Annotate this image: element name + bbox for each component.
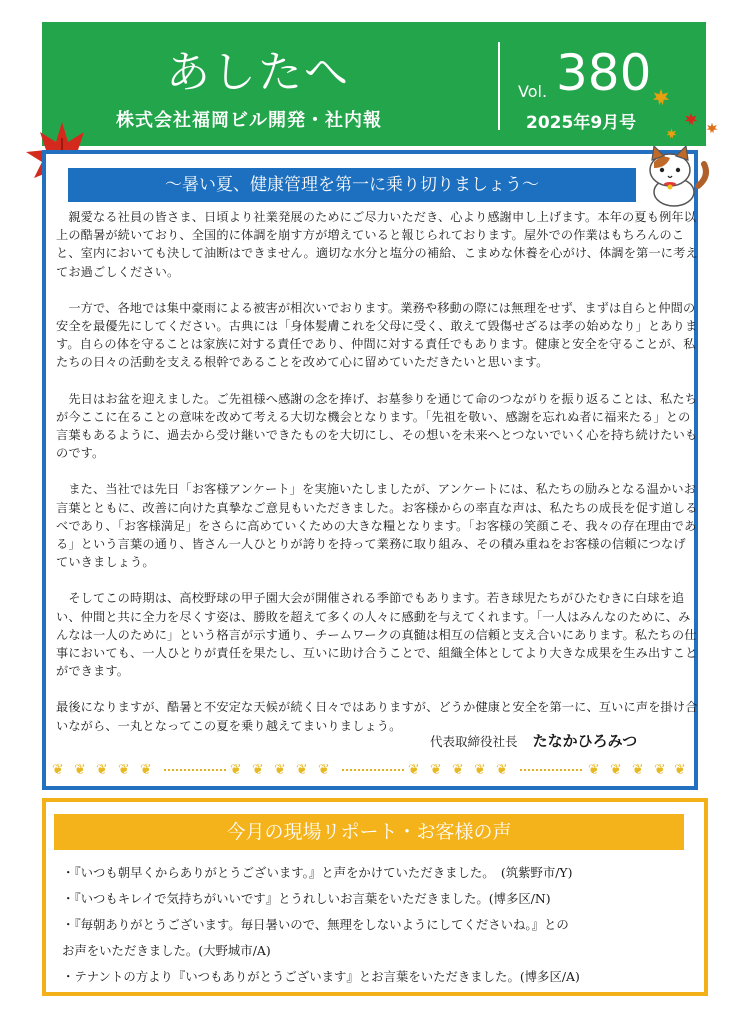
issue-date: 2025年9月号 — [526, 113, 637, 133]
report-banner — [54, 814, 684, 850]
list-item: ・テナントの方より『いつもありがとうございます』とお言葉をいただきました。(博多区/A) — [62, 969, 580, 984]
newsletter-header — [42, 22, 706, 146]
list-item: ・『毎朝ありがとうございます。毎日暑いので、無理をしないようにしてくださいね。』との — [62, 917, 569, 932]
list-item: ・『いつもキレイで気持ちがいいです』とうれしいお言葉をいただきました。(博多区/N) — [62, 891, 551, 906]
message-paragraph: また、当社では先日「お客様アンケート」を実施いたしましたが、アンケートには、私たちの励みとなる温かいお言葉とともに、改善に向けた真摯なご意見もいただきました。お客様からの率直な声は、私たちの成長を促す道しるべであり、「お客様満足」をさらに高めていくための大きな糧となります。「お客様の笑顔こそ、我々の存在理由である」という言葉の通り、皆さん一人ひとりが誇りを持って業務に取り組み、その積み重ねをお客様の信頼につなげていきましょう。 — [56, 482, 698, 570]
ginkgo-border — [48, 760, 692, 782]
cat-icon — [640, 146, 712, 210]
ginkgo-leaf-icon: ❦ — [96, 762, 108, 778]
ginkgo-leaf-icon: ❦ — [274, 762, 286, 778]
ginkgo-leaf-icon: ❦ — [118, 762, 130, 778]
signature-role: 代表取締役社長 — [430, 734, 518, 749]
message-body — [56, 208, 698, 735]
ginkgo-leaf-icon: ❦ — [610, 762, 622, 778]
ginkgo-leaf-icon: ❦ — [654, 762, 666, 778]
ginkgo-leaf-icon: ❦ — [632, 762, 644, 778]
ginkgo-leaf-icon: ❦ — [408, 762, 420, 778]
maple-leaf-icon — [706, 122, 718, 134]
ginkgo-leaf-icon: ❦ — [74, 762, 86, 778]
dotted-line — [520, 769, 582, 771]
message-banner — [68, 168, 636, 202]
maple-leaf-icon — [684, 112, 698, 126]
maple-leaf-icon — [666, 128, 677, 139]
ginkgo-leaf-icon: ❦ — [318, 762, 330, 778]
ginkgo-leaf-icon: ❦ — [474, 762, 486, 778]
message-paragraph: そしてこの時期は、高校野球の甲子園大会が開催される季節でもあります。若き球児たちがひたむきに白球を追い、仲間と共に全力を尽くす姿は、勝敗を超えて多くの人々に感動を与えてくれます。「一人はみんなのために、みんなは一人のために」という格言が示す通り、チームワークの真髄は相互の信頼と支え合いにあります。私たちの仕事においても、一人ひとりが責任を果たし、互いに助け合うことで、組織全体としてより大きな成果を生み出すことができます。 — [56, 591, 698, 679]
report-title: 今月の現場リポート・お客様の声 — [226, 821, 512, 843]
ginkgo-leaf-icon: ❦ — [452, 762, 464, 778]
ginkgo-leaf-icon: ❦ — [430, 762, 442, 778]
ginkgo-leaf-icon: ❦ — [140, 762, 152, 778]
maple-leaf-icon — [652, 88, 670, 106]
list-item: ・『いつも朝早くからありがとうございます。』と声をかけていただきました。 (筑紫野市/Y) — [62, 865, 573, 880]
volume-label: Vol. — [518, 82, 548, 101]
customer-voice-list — [62, 860, 702, 990]
list-item: お声をいただきました。(大野城市/A) — [62, 943, 271, 958]
ginkgo-leaf-icon: ❦ — [674, 762, 686, 778]
ginkgo-leaf-icon: ❦ — [588, 762, 600, 778]
message-banner-text: ～暑い夏、健康管理を第一に乗り切りましょう～ — [165, 175, 539, 195]
ginkgo-leaf-icon: ❦ — [296, 762, 308, 778]
message-paragraph: 最後になりますが、酷暑と不安定な天候が続く日々ではありますが、どうか健康と安全を第一に、互いに声を掛け合いながら、一丸となってこの夏を乗り越えてまいりましょう。 — [56, 700, 698, 733]
signature — [430, 730, 690, 751]
dotted-line — [164, 769, 226, 771]
message-paragraph: 先日はお盆を迎えました。ご先祖様へ感謝の念を捧げ、お墓参りを通じて命のつながりを振り返ることは、私たちが今ここに在ることの意味を改めて考える大切な機会となります。「先祖を敬い、感謝を忘れぬ者に福来たる」との言葉もあるように、過去から受け継いできたものを大切にし、その想いを未来へとつないでいく心を持ち続けたいものです。 — [56, 391, 698, 461]
message-paragraph: 親愛なる社員の皆さま、日頃より社業発展のためにご尽力いただき、心より感謝申し上げます。本年の夏も例年以上の酷暑が続いており、全国的に体調を崩す方が増えていると報じられております。屋外での作業はもちろんのこと、室内においても決して油断はできません。適切な水分と塩分の補給、こまめな休養を心がけ、体調を第一に考えてお過ごしください。 — [56, 210, 698, 279]
header-divider — [498, 42, 500, 130]
message-paragraph: 一方で、各地では集中豪雨による被害が相次いでおります。業務や移動の際には無理をせず、まずは自らと仲間の安全を最優先にしてください。古典には「身体髪膚これを父母に受く、敢えて毀傷せざるは孝の始めなり」とあります。自らの体を守ることは家族に対する責任であり、仲間に対する責任でもあります。健康と安全を守ることが、私たちの日々の活動を支える根幹であることを改めて心に留めていただきたいと思います。 — [56, 300, 698, 370]
company-subtitle: 株式会社福岡ビル開発・社内報 — [116, 110, 382, 131]
signature-name: たなかひろみつ — [532, 732, 638, 750]
ginkgo-leaf-icon: ❦ — [496, 762, 508, 778]
ginkgo-leaf-icon: ❦ — [52, 762, 64, 778]
volume-number: 380 — [556, 44, 652, 102]
ginkgo-leaf-icon: ❦ — [252, 762, 264, 778]
ginkgo-leaf-icon: ❦ — [230, 762, 242, 778]
dotted-line — [342, 769, 404, 771]
newsletter-title: あしたへ — [166, 47, 350, 98]
